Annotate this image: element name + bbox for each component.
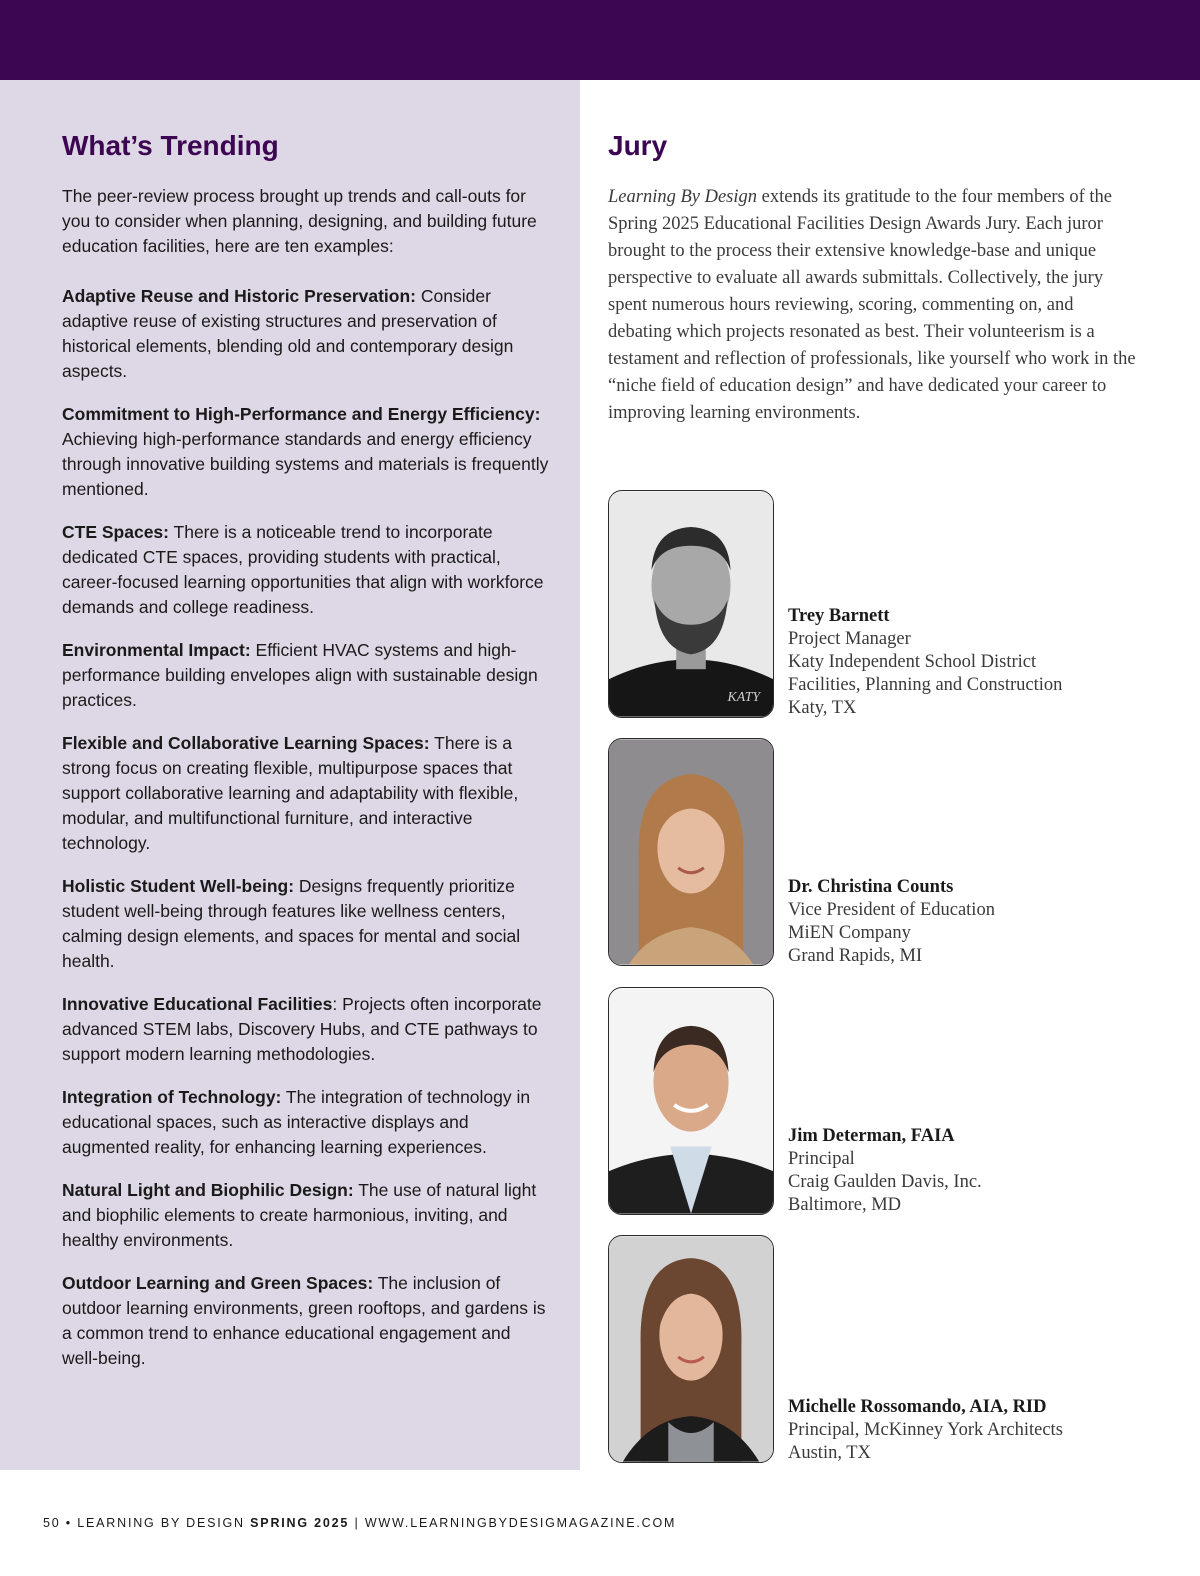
trend-item bbox=[62, 992, 550, 1067]
juror-card bbox=[608, 738, 1168, 968]
juror-info bbox=[788, 1125, 982, 1217]
trending-intro: The peer-review process brought up trends and call-outs for you to consider when planning, designing, and building future education facilities, here are ten examples: bbox=[62, 186, 537, 256]
juror-name: Trey Barnett bbox=[788, 606, 890, 626]
trend-title: Environmental Impact: bbox=[62, 640, 251, 660]
portrait-man-suit-icon bbox=[609, 988, 773, 1214]
jury-section bbox=[608, 128, 1138, 427]
juror-name: Jim Determan, FAIA bbox=[788, 1126, 955, 1146]
trend-text: Designs frequently prioritize student well-being through features like wellness centers, calming design elements, and spaces for mental and social health. bbox=[62, 876, 521, 971]
trend-text: There is a strong focus on creating flexible, multipurpose spaces that support collaborative learning and adaptability with flexible, modular, and multifunctional furniture, and interactive technology. bbox=[62, 733, 519, 853]
juror-info bbox=[788, 876, 995, 968]
juror-detail: MiEN Company bbox=[788, 923, 911, 943]
portrait-woman-icon bbox=[609, 1236, 773, 1462]
juror-name: Dr. Christina Counts bbox=[788, 877, 954, 897]
juror-info bbox=[788, 1396, 1063, 1465]
page-number: 50 bbox=[43, 1516, 61, 1530]
jury-title: Jury bbox=[608, 130, 668, 161]
trend-title: Outdoor Learning and Green Spaces: bbox=[62, 1273, 374, 1293]
trending-title: What’s Trending bbox=[62, 130, 279, 161]
trend-item bbox=[62, 731, 550, 856]
trend-item bbox=[62, 1085, 550, 1160]
trend-item bbox=[62, 284, 550, 384]
juror-photo bbox=[608, 987, 774, 1215]
juror-name: Michelle Rossomando, AIA, RID bbox=[788, 1397, 1047, 1417]
trend-text: Consider adaptive reuse of existing structures and preservation of historical elements, blending old and contemporary design aspects. bbox=[62, 286, 514, 381]
juror-detail: Principal, McKinney York Architects bbox=[788, 1420, 1063, 1440]
trend-item bbox=[62, 874, 550, 974]
trend-item bbox=[62, 1271, 550, 1371]
trend-text: The inclusion of outdoor learning environments, green rooftops, and gardens is a common trend to enhance educational engagement and well-being. bbox=[62, 1273, 546, 1368]
jury-intro bbox=[608, 184, 1138, 427]
juror-photo bbox=[608, 738, 774, 966]
juror-detail: Facilities, Planning and Construction bbox=[788, 675, 1063, 695]
juror-detail: Katy Independent School District bbox=[788, 652, 1037, 672]
juror-card bbox=[608, 1235, 1168, 1465]
juror-detail: Grand Rapids, MI bbox=[788, 946, 923, 966]
footer-divider: | bbox=[354, 1516, 360, 1530]
trend-text: The integration of technology in educational spaces, such as interactive displays and augmented reality, for enhancing learning experiences. bbox=[62, 1087, 531, 1157]
trend-title: Adaptive Reuse and Historic Preservation: bbox=[62, 286, 416, 306]
trend-title: CTE Spaces: bbox=[62, 522, 169, 542]
trend-text: Efficient HVAC systems and high-performance building envelopes align with sustainable design practices. bbox=[62, 640, 538, 710]
trend-title: Natural Light and Biophilic Design: bbox=[62, 1180, 354, 1200]
magazine-title: LEARNING BY DESIGN bbox=[77, 1516, 245, 1530]
issue-label: SPRING 2025 bbox=[250, 1516, 350, 1530]
portrait-woman-icon bbox=[609, 739, 773, 965]
trend-title: Innovative Educational Facilities bbox=[62, 994, 333, 1014]
trend-title: Flexible and Collaborative Learning Spaces: bbox=[62, 733, 430, 753]
trend-list bbox=[62, 284, 550, 1371]
juror-detail: Baltimore, MD bbox=[788, 1195, 902, 1215]
magazine-name: Learning By Design bbox=[608, 187, 758, 207]
trending-section bbox=[62, 128, 550, 1389]
juror-card bbox=[608, 987, 1168, 1217]
juror-detail: Austin, TX bbox=[788, 1443, 871, 1463]
juror-card bbox=[608, 490, 1168, 720]
trend-text: Achieving high-performance standards and energy efficiency through innovative building systems and materials is frequently mentioned. bbox=[62, 429, 549, 499]
trend-item bbox=[62, 638, 550, 713]
trend-title: Commitment to High-Performance and Energy Efficiency: bbox=[62, 404, 541, 424]
juror-detail: Katy, TX bbox=[788, 698, 857, 718]
juror-detail: Principal bbox=[788, 1149, 855, 1169]
page-footer bbox=[43, 1516, 676, 1530]
trend-title: Integration of Technology: bbox=[62, 1087, 282, 1107]
website-link[interactable]: WWW.LEARNINGBYDESIGMAGAZINE.COM bbox=[364, 1516, 677, 1530]
trend-item bbox=[62, 1178, 550, 1253]
footer-separator: • bbox=[65, 1516, 72, 1530]
trend-item bbox=[62, 520, 550, 620]
trend-text: : Projects often incorporate advanced STEM labs, Discovery Hubs, and CTE pathways to support modern learning methodologies. bbox=[62, 994, 542, 1064]
portrait-man-beard-icon bbox=[609, 491, 773, 717]
trend-title: Holistic Student Well-being: bbox=[62, 876, 295, 896]
trend-text: There is a noticeable trend to incorporate dedicated CTE spaces, providing students with practical, career-focused learning opportunities that align with workforce demands and college readiness. bbox=[62, 522, 544, 617]
juror-photo bbox=[608, 490, 774, 718]
header-bar bbox=[0, 0, 1200, 80]
trend-text: The use of natural light and biophilic elements to create harmonious, inviting, and healthy environments. bbox=[62, 1180, 537, 1250]
juror-detail: Vice President of Education bbox=[788, 900, 995, 920]
juror-detail: Project Manager bbox=[788, 629, 911, 649]
juror-photo bbox=[608, 1235, 774, 1463]
jury-intro-text: extends its gratitude to the four members of the Spring 2025 Educational Facilities Design Awards Jury. Each juror brought to the process their extensive knowledge-base and unique perspective to evaluate all awards submittals. Collectively, the jury spent numerous hours reviewing, scoring, commenting on, and debating which projects resonated as best. Their volunteerism is a testament and reflection of professionals, like yourself who work in the “niche field of education design” and have dedicated your career to improving learning environments. bbox=[608, 187, 1136, 423]
juror-info bbox=[788, 605, 1062, 720]
juror-detail: Craig Gaulden Davis, Inc. bbox=[788, 1172, 982, 1192]
trend-item bbox=[62, 402, 550, 502]
svg-text:KATY: KATY bbox=[727, 688, 761, 704]
